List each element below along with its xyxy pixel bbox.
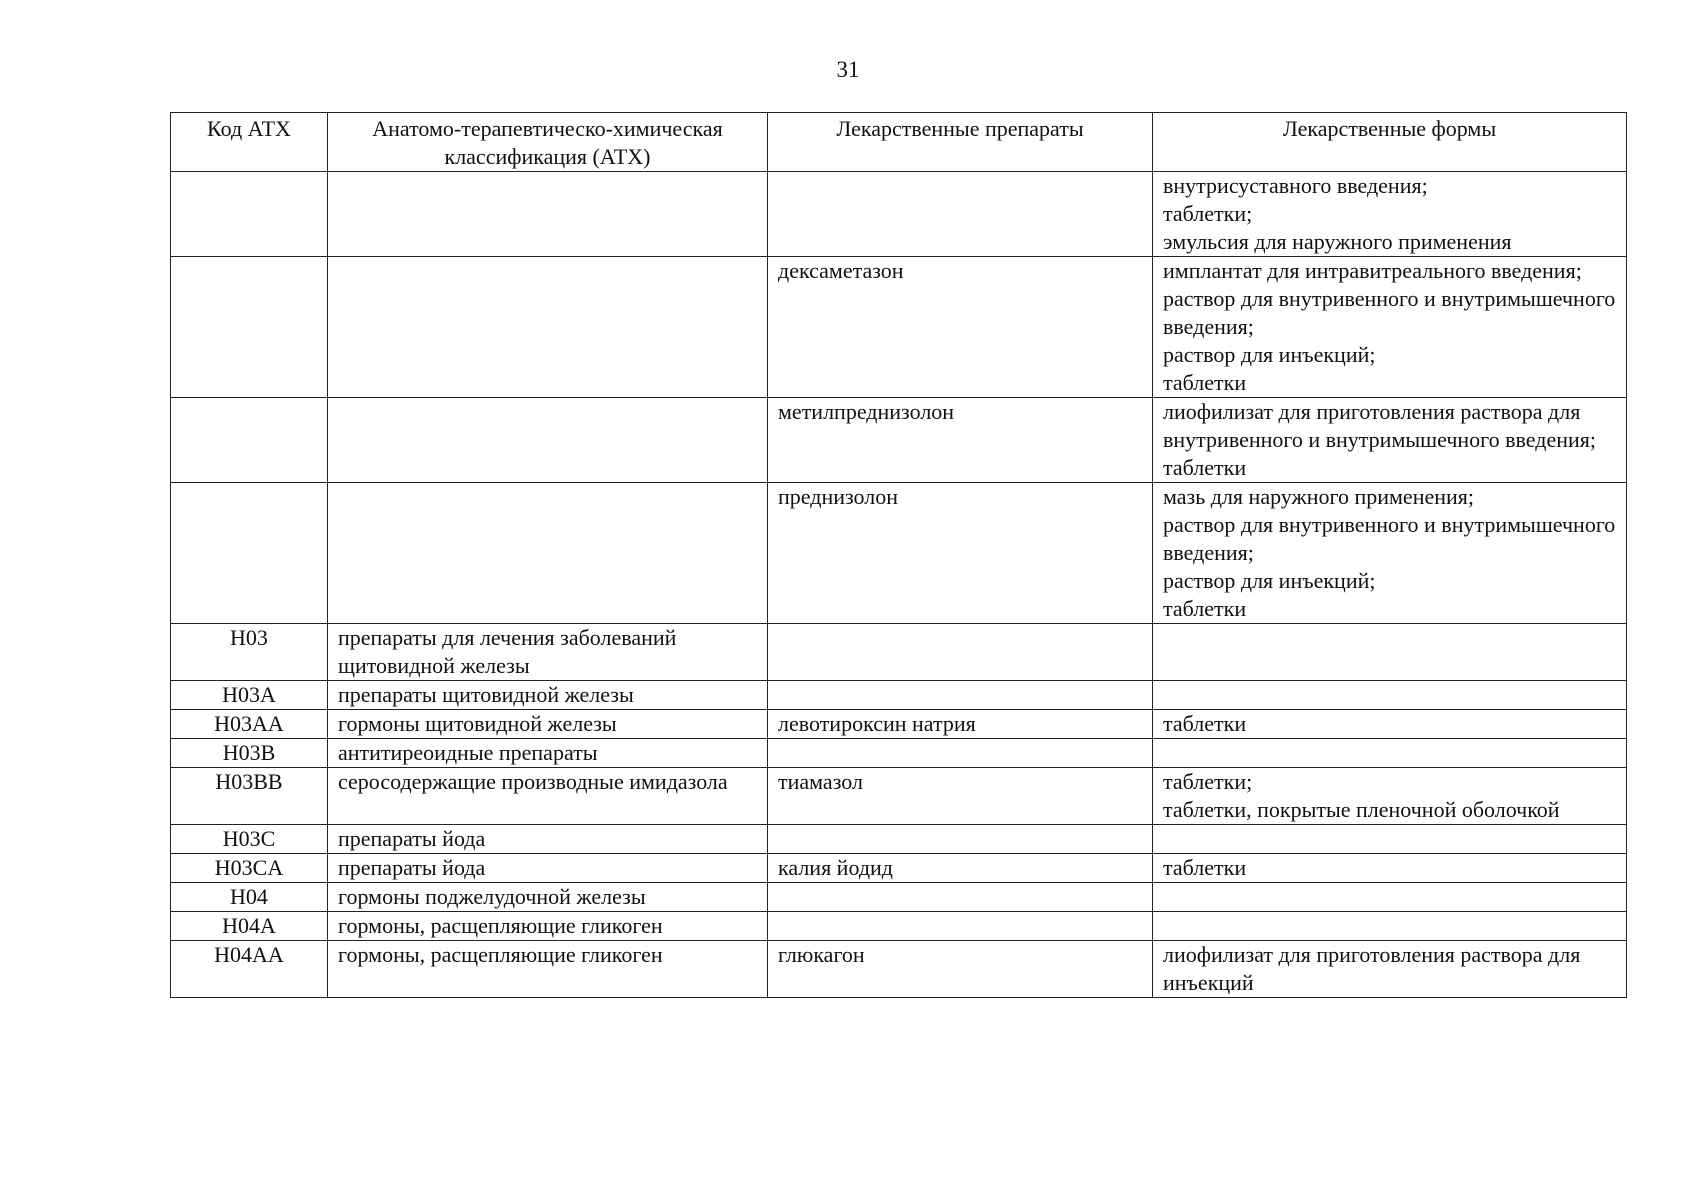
header-atc-code: Код АТХ bbox=[171, 113, 328, 172]
table-row bbox=[171, 825, 1627, 854]
classification-cell: препараты йода bbox=[328, 825, 768, 854]
classification-cell: препараты щитовидной железы bbox=[328, 681, 768, 710]
classification-cell bbox=[328, 172, 768, 257]
medicine-cell: дексаметазон bbox=[768, 257, 1153, 398]
atc-code-cell: H03BB bbox=[171, 768, 328, 825]
atc-code-cell: H03C bbox=[171, 825, 328, 854]
medicine-cell: левотироксин натрия bbox=[768, 710, 1153, 739]
table-row bbox=[171, 912, 1627, 941]
atc-code-cell: H04 bbox=[171, 883, 328, 912]
classification-cell: препараты для лечения заболеваний щитовидной железы bbox=[328, 624, 768, 681]
header-dosage-forms: Лекарственные формы bbox=[1153, 113, 1627, 172]
medicine-cell: тиамазол bbox=[768, 768, 1153, 825]
table-row bbox=[171, 483, 1627, 624]
dosage-forms-cell: лиофилизат для приготовления раствора для инъекций bbox=[1153, 941, 1627, 998]
table-row bbox=[171, 883, 1627, 912]
classification-cell bbox=[328, 257, 768, 398]
classification-cell: гормоны, расщепляющие гликоген bbox=[328, 941, 768, 998]
medicine-cell: преднизолон bbox=[768, 483, 1153, 624]
table-row bbox=[171, 854, 1627, 883]
table-row bbox=[171, 768, 1627, 825]
dosage-forms-cell: таблетки; таблетки, покрытые пленочной оболочкой bbox=[1153, 768, 1627, 825]
header-atc-classification: Анатомо-терапевтическо-химическая классификация (АТХ) bbox=[328, 113, 768, 172]
medicine-cell: калия йодид bbox=[768, 854, 1153, 883]
table-row bbox=[171, 257, 1627, 398]
atc-code-cell: H03AA bbox=[171, 710, 328, 739]
medicine-cell: глюкагон bbox=[768, 941, 1153, 998]
classification-cell bbox=[328, 398, 768, 483]
dosage-forms-cell bbox=[1153, 912, 1627, 941]
table-row bbox=[171, 398, 1627, 483]
atc-code-cell bbox=[171, 483, 328, 624]
medicine-cell: метилпреднизолон bbox=[768, 398, 1153, 483]
dosage-forms-cell: имплантат для интравитреального введения; раствор для внутривенного и внутримышечного введения; раствор для инъекций; таблетки bbox=[1153, 257, 1627, 398]
classification-cell: антитиреоидные препараты bbox=[328, 739, 768, 768]
classification-cell: гормоны поджелудочной железы bbox=[328, 883, 768, 912]
dosage-forms-cell bbox=[1153, 883, 1627, 912]
atc-code-cell: H03A bbox=[171, 681, 328, 710]
header-medicines: Лекарственные препараты bbox=[768, 113, 1153, 172]
classification-cell: препараты йода bbox=[328, 854, 768, 883]
table-header-row bbox=[171, 113, 1627, 172]
table-row bbox=[171, 172, 1627, 257]
dosage-forms-cell: таблетки bbox=[1153, 710, 1627, 739]
medicine-cell bbox=[768, 624, 1153, 681]
dosage-forms-cell bbox=[1153, 739, 1627, 768]
classification-cell bbox=[328, 483, 768, 624]
classification-cell: гормоны щитовидной железы bbox=[328, 710, 768, 739]
dosage-forms-cell: таблетки bbox=[1153, 854, 1627, 883]
atc-code-cell bbox=[171, 398, 328, 483]
medicine-cell bbox=[768, 172, 1153, 257]
table-row bbox=[171, 710, 1627, 739]
dosage-forms-cell: мазь для наружного применения; раствор для внутривенного и внутримышечного введения; раствор для инъекций; таблетки bbox=[1153, 483, 1627, 624]
atc-code-cell: H04A bbox=[171, 912, 328, 941]
medicine-cell bbox=[768, 825, 1153, 854]
dosage-forms-cell bbox=[1153, 825, 1627, 854]
medicine-cell bbox=[768, 681, 1153, 710]
table-row bbox=[171, 681, 1627, 710]
medicine-cell bbox=[768, 883, 1153, 912]
medicine-cell bbox=[768, 739, 1153, 768]
page-number: 31 bbox=[836, 57, 860, 82]
atc-code-cell bbox=[171, 257, 328, 398]
classification-cell: гормоны, расщепляющие гликоген bbox=[328, 912, 768, 941]
atc-code-cell bbox=[171, 172, 328, 257]
atc-code-cell: H03CA bbox=[171, 854, 328, 883]
atc-medicines-table bbox=[170, 112, 1627, 998]
dosage-forms-cell: лиофилизат для приготовления раствора для внутривенного и внутримышечного введения; таблетки bbox=[1153, 398, 1627, 483]
dosage-forms-cell bbox=[1153, 624, 1627, 681]
table-row bbox=[171, 739, 1627, 768]
atc-code-cell: H04AA bbox=[171, 941, 328, 998]
table-row bbox=[171, 624, 1627, 681]
atc-code-cell: H03 bbox=[171, 624, 328, 681]
table-row bbox=[171, 941, 1627, 998]
dosage-forms-cell: внутрисуставного введения; таблетки; эмульсия для наружного применения bbox=[1153, 172, 1627, 257]
dosage-forms-cell bbox=[1153, 681, 1627, 710]
medicine-cell bbox=[768, 912, 1153, 941]
atc-code-cell: H03B bbox=[171, 739, 328, 768]
classification-cell: серосодержащие производные имидазола bbox=[328, 768, 768, 825]
